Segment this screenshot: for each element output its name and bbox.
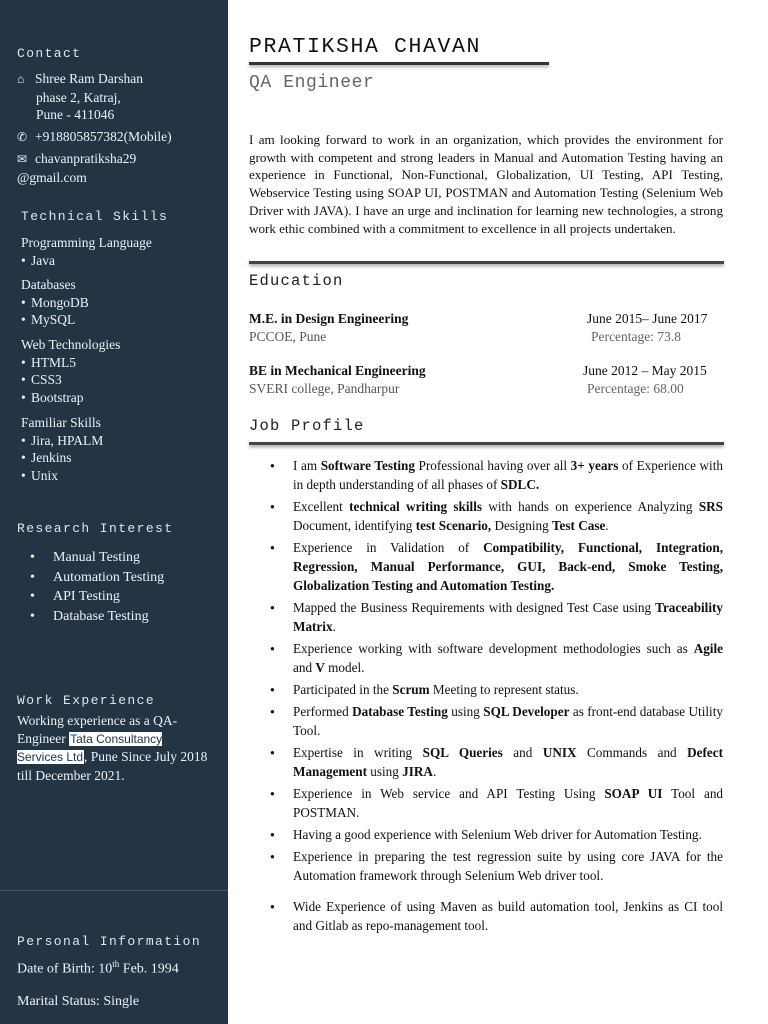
research-item: • Automation Testing [30,568,164,588]
phone-icon: ✆ [17,130,28,144]
section-rule [249,261,724,264]
skill-item: • Bootstrap [21,389,120,407]
education-entry [249,362,724,398]
research-item: • API Testing [30,587,164,607]
skill-group-databases [21,276,89,329]
skill-group-label: Programming Language [21,235,152,250]
job-profile-item: ● Expertise in writing SQL Queries and UNIX Commands and Defect Management using JIRA. [249,743,723,781]
address [17,70,143,124]
phone [17,128,172,147]
institute: SVERI college, Pandharpur [249,381,400,396]
section-rule [249,442,724,445]
skill-group-label: Familiar Skills [21,415,101,430]
work-experience-text [17,712,209,784]
address-line-1: Shree Ram Darshan [35,71,143,86]
edu-percentage: Percentage: 73.8 [591,329,681,344]
edu-dates: June 2015– June 2017 [587,311,708,326]
job-profile-item: ● Wide Experience of using Maven as build automation tool, Jenkins as CI tool and Gitlab as repo-management tool. [249,897,723,935]
career-summary: I am looking forward to work in an organization, which provides the environment for growth with competent and strong leaders in Manual and Automation Testing having an experience in Functional, Non-Functional, Globalization, UI Testing, API Testing, Webservice Testing using SOAP UI, POSTMAN and Automation Testing (Selenium Web Driver with JAVA). I have an urge and inclination for learning new technologies, a strong work ethic combined with a commitment to excellence in all projects undertaken. [249,132,723,236]
email-line-2: @gmail.com [17,169,87,185]
sidebar-divider [0,890,228,891]
skill-item: • CSS3 [21,371,120,389]
job-profile-item: ● I am Software Testing Professional having over all 3+ years of Experience with in depth understanding of all phases of SDLC. [249,456,723,494]
job-profile-item: ● Experience in Web service and API Testing Using SOAP UI Tool and POSTMAN. [249,784,723,822]
dob-label: Date of Birth: 10 [17,961,113,977]
mail-icon: ✉ [17,152,28,166]
job-profile-item: ● Experience working with software development methodologies such as Agile and V model. [249,639,723,677]
skill-group-programming [21,234,152,269]
degree: M.E. in Design Engineering [249,311,409,326]
home-icon: ⌂ [17,72,25,86]
skill-item: • Java [21,252,152,270]
company-name: Tata Consultancy Services Ltd [17,731,163,764]
personal-info-heading: Personal Information [17,934,202,949]
research-list [30,548,164,626]
job-profile-item: ● Mapped the Business Requirements with designed Test Case using Traceability Matrix. [249,598,723,636]
skill-item: • Jira, HPALM [21,432,103,450]
job-profile-item: ● Excellent technical writing skills with hands on experience Analyzing SRS Document, identifying test Scenario, Designing Test Case. [249,497,723,535]
marital-status: Marital Status: Single [17,994,140,1009]
name-underline [249,62,549,65]
skill-group-familiar [21,414,103,484]
education-entry [249,310,724,346]
work-experience-heading: Work Experience [17,693,156,708]
skill-group-label: Web Technologies [21,337,121,352]
job-title: QA Engineer [249,73,375,93]
job-profile-heading: Job Profile [249,417,365,435]
skill-item: • Unix [21,467,103,485]
email [17,150,136,186]
address-line-3: Pune - 411046 [36,107,115,122]
phone-number: +918805857382(Mobile) [35,129,172,144]
skill-group-label: Databases [21,277,76,292]
work-text-1: Working experience as a QA-Engineer [17,713,178,746]
job-profile-item: ● Performed Database Testing using SQL Developer as front-end database Utility Tool. [249,702,723,740]
skill-group-web [21,336,120,406]
technical-skills-heading: Technical Skills [21,209,169,224]
edu-dates: June 2012 – May 2015 [583,363,707,378]
research-item: • Manual Testing [30,548,164,568]
edu-percentage: Percentage: 68.00 [587,381,684,396]
job-profile-list [249,456,723,938]
contact-heading: Contact [17,46,82,61]
job-profile-item: ● Having a good experience with Selenium Web driver for Automation Testing. [249,825,723,844]
job-profile-item: ● Participated in the Scrum Meeting to represent status. [249,680,723,699]
research-item: • Database Testing [30,607,164,627]
education-heading: Education [249,272,344,290]
skill-item: • MySQL [21,311,89,329]
candidate-name: PRATIKSHA CHAVAN [249,35,482,59]
skill-item: • MongoDB [21,294,89,312]
work-text-2: , Pune Since July 2018 till December 2021. [17,749,208,783]
institute: PCCOE, Pune [249,329,327,344]
job-profile-item: ● Experience in preparing the test regression suite by using core JAVA for the Automation framework through Selenium Web driver tool. [249,847,723,885]
skill-item: • HTML5 [21,354,120,372]
degree: BE in Mechanical Engineering [249,363,426,378]
dob-sup: th [112,959,120,969]
sidebar [0,0,228,1024]
research-heading: Research Interest [17,521,174,536]
dob-rest: Feb. 1994 [119,961,179,977]
address-line-2: phase 2, Katraj, [36,89,121,105]
date-of-birth [17,959,179,978]
email-line-1: chavanpratiksha29 [35,151,137,166]
job-profile-item: ● Experience in Validation of Compatibility, Functional, Integration, Regression, Manual Performance, GUI, Back-end, Smoke Testing, Globalization Testing and Automation Testing. [249,538,723,595]
skill-item: • Jenkins [21,449,103,467]
